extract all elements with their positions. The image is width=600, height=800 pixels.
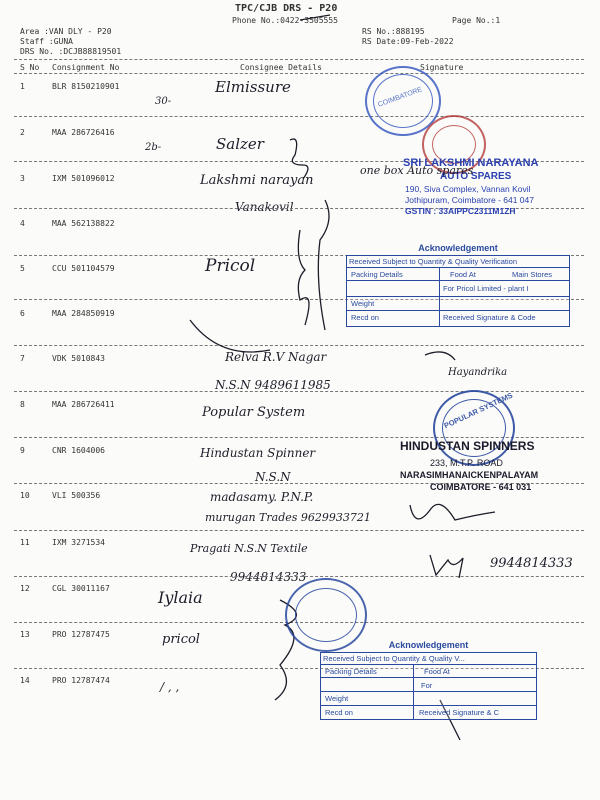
row-note: 30- — [155, 96, 172, 107]
ack-food: Food At — [424, 667, 450, 676]
row-sno: 14 — [20, 676, 30, 685]
ack-title: Acknowledgement — [418, 243, 498, 253]
row-consignment: MAA 562138822 — [52, 219, 115, 228]
row-sno: 4 — [20, 219, 25, 228]
row-tick-marks: / , , — [160, 680, 180, 694]
row-sno: 10 — [20, 491, 30, 500]
row-divider — [14, 345, 584, 346]
shop-subtitle: AUTO SPARES — [440, 171, 512, 182]
row-sno: 2 — [20, 128, 25, 137]
row-handwriting: Salzer — [216, 135, 264, 153]
staff-field: Staff :GUNA — [20, 37, 73, 46]
stamp-text: COIMBATORE — [377, 86, 424, 109]
col-sno: S No — [20, 63, 40, 72]
rs-date: RS Date:09-Feb-2022 — [362, 37, 454, 46]
row-consignment: VLI 500356 — [52, 491, 101, 500]
col-consignment: Consignment No — [52, 63, 120, 72]
handwritten-hayandrika: Hayandrika — [448, 367, 508, 378]
ack-packing: Packing Details — [325, 667, 377, 676]
row-sno: 8 — [20, 400, 25, 409]
ack-recd: Recd on — [325, 708, 353, 717]
signature-mark — [190, 320, 270, 352]
row-handwriting: Hindustan Spinner — [200, 446, 316, 460]
row-handwriting: pricol — [162, 632, 200, 647]
row-divider — [14, 530, 584, 531]
area-field: Area :VAN DLY - P20 — [20, 27, 112, 36]
row-handwriting: madasamy. P.N.P. — [210, 490, 314, 504]
ack-row-line — [347, 310, 569, 311]
row-note: 9944814333 — [230, 570, 307, 584]
row-note: Vanakovil — [235, 200, 294, 214]
ack-for: For Pricol Limited - plant I — [443, 284, 529, 293]
ack-recd: Recd on — [351, 313, 379, 322]
ack-col-line — [439, 267, 440, 326]
shop-name: SRI LAKSHMI NARAYANA — [403, 157, 539, 169]
ack-row-line — [347, 280, 569, 281]
ack-received-signature: Received Signature & Code — [443, 313, 536, 322]
ack-row-line — [347, 267, 569, 268]
row-sno: 7 — [20, 354, 25, 363]
row-note: N.S.N — [255, 470, 291, 484]
row-divider — [14, 116, 584, 117]
ack-col-line — [413, 664, 414, 719]
row-sno: 6 — [20, 309, 25, 318]
hindustan-line-2: 233, M.T.P. ROAD — [430, 458, 503, 468]
row-handwriting: Relva R.V Nagar — [225, 350, 327, 364]
row-consignment: MAA 286726411 — [52, 400, 115, 409]
signature-mark — [410, 504, 495, 520]
hindustan-line-1: HINDUSTAN SPINNERS — [400, 439, 535, 453]
shop-gstin: GSTIN : 33AIPPC2311M1ZH — [405, 206, 516, 216]
row-consignment: MAA 286726416 — [52, 128, 115, 137]
row-consignment: IXM 3271534 — [52, 538, 105, 547]
handwritten-phone: 9944814333 — [490, 556, 573, 571]
ack-weight: Weight — [325, 694, 349, 703]
page-number: Page No.:1 — [452, 16, 501, 25]
row-consignment: PRO 12787475 — [52, 630, 110, 639]
row-consignment: IXM 501096012 — [52, 174, 115, 183]
column-divider — [14, 73, 584, 74]
col-signature: Signature — [420, 63, 464, 72]
shop-address-1: 190, Siva Complex, Vannan Kovil — [405, 184, 531, 194]
row-consignment: BLR 8150210901 — [52, 82, 120, 91]
document-title: TPC/CJB DRS - P20 — [235, 3, 338, 14]
row-note: N.S.N 9489611985 — [215, 378, 331, 392]
row-handwriting: Lakshmi narayan — [200, 173, 314, 188]
row-consignment: CGL 30011167 — [52, 584, 110, 593]
ack-title: Acknowledgement — [388, 640, 469, 650]
signature-mark — [298, 230, 309, 325]
stamp-text: POPULAR SYSTEMS — [442, 390, 515, 431]
ack-main: Main Stores — [512, 270, 553, 279]
row-sno: 13 — [20, 630, 30, 639]
ack-row-line — [321, 664, 536, 665]
ack-weight: Weight — [351, 299, 375, 308]
ack-food: Food At — [450, 270, 476, 279]
ack-subtitle: Received Subject to Quantity & Quality V... — [323, 654, 465, 663]
row-sno: 12 — [20, 584, 30, 593]
row-note: 2b- — [145, 142, 162, 153]
row-handwriting: Pragati N.S.N Textile — [190, 542, 308, 555]
ack-row-line — [321, 691, 536, 692]
ack-packing: Packing Details — [351, 270, 403, 279]
row-consignment: PRO 12787474 — [52, 676, 110, 685]
ack-row-line — [321, 705, 536, 706]
handwritten-one-box: one box Auto spares — [360, 164, 474, 177]
ack-row-line — [347, 296, 569, 297]
signature-mark — [318, 200, 329, 330]
row-sno: 3 — [20, 174, 25, 183]
row-sno: 1 — [20, 82, 25, 91]
row-consignment: CCU 501104579 — [52, 264, 115, 273]
row-consignment: CNR 1604006 — [52, 446, 105, 455]
rs-number: RS No.:888195 — [362, 27, 425, 36]
ack-for: For — [421, 681, 433, 690]
ack-stamp-1 — [346, 243, 570, 327]
row-divider — [14, 391, 584, 392]
ack-stamp-2 — [320, 640, 537, 720]
ack-row-line — [321, 677, 536, 678]
row-consignment: VDK 5010843 — [52, 354, 105, 363]
signature-mark — [430, 555, 463, 578]
row-handwriting: Popular System — [202, 405, 306, 420]
col-consignee: Consignee Details — [240, 63, 322, 72]
hindustan-line-4: COIMBATORE - 641 031 — [430, 482, 532, 492]
hindustan-line-3: NARASIMHANAICKENPALAYAM — [400, 470, 539, 480]
signature-mark — [425, 352, 455, 360]
ack-received-signature: Received Signature & C — [419, 708, 500, 717]
phone-number: Phone No.:0422-3505555 — [232, 16, 338, 25]
row-handwriting: Iylaia — [158, 588, 203, 607]
header-divider — [14, 59, 584, 60]
row-note: murugan Trades 9629933721 — [205, 511, 371, 524]
round-stamp-popular — [433, 390, 515, 466]
ack-subtitle: Received Subject to Quantity & Quality Verification — [349, 257, 518, 266]
drs-number: DRS No. :DCJB88819501 — [20, 47, 122, 56]
row-divider — [14, 576, 584, 577]
shop-address-2: Jothipuram, Coimbatore - 641 047 — [405, 195, 534, 205]
row-sno: 9 — [20, 446, 25, 455]
row-handwriting: Pricol — [205, 256, 256, 276]
row-sno: 5 — [20, 264, 25, 273]
row-sno: 11 — [20, 538, 30, 547]
row-handwriting: Elmissure — [215, 78, 291, 96]
row-consignment: MAA 284850919 — [52, 309, 115, 318]
